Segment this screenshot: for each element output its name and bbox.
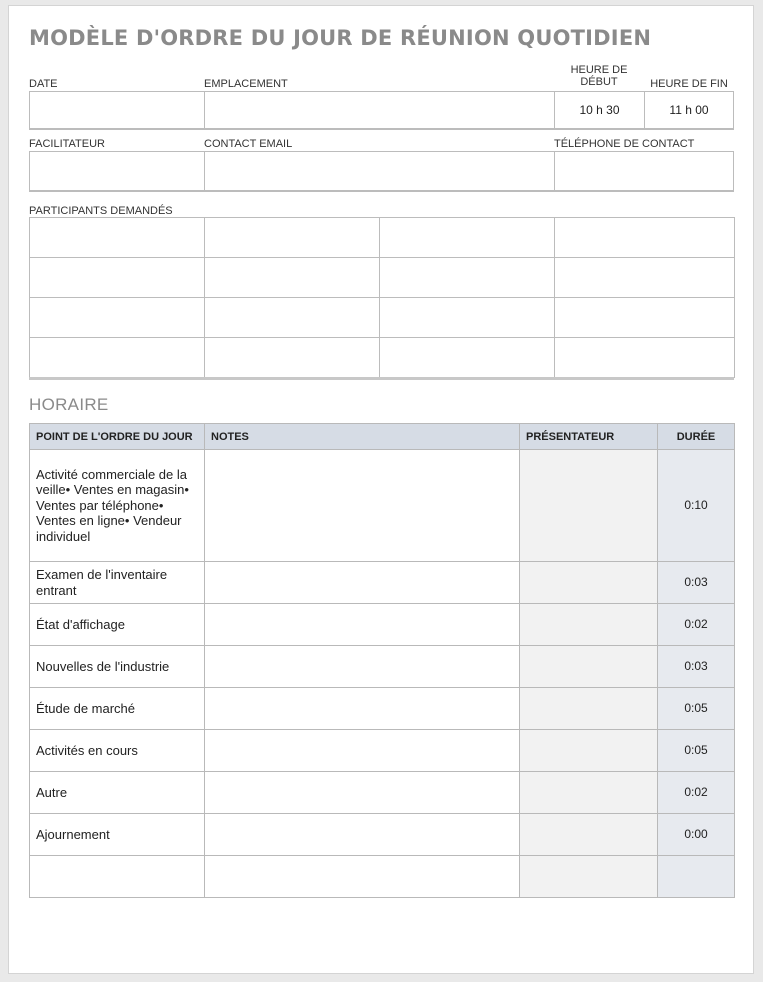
- phone-label: TÉLÉPHONE DE CONTACT: [554, 138, 695, 150]
- schedule-row: [30, 562, 735, 604]
- duration-header: DURÉE: [658, 424, 735, 450]
- notes-cell[interactable]: [205, 688, 520, 730]
- participant-cell[interactable]: [205, 338, 380, 378]
- schedule-row: [30, 772, 735, 814]
- schedule-row: [30, 730, 735, 772]
- participant-cell[interactable]: [205, 218, 380, 258]
- presenter-header: PRÉSENTATEUR: [520, 424, 658, 450]
- duration-cell[interactable]: 0:03: [658, 562, 735, 604]
- participant-cell[interactable]: [205, 258, 380, 298]
- participant-cell[interactable]: [380, 338, 555, 378]
- duration-cell[interactable]: [658, 856, 735, 898]
- agenda-item-cell[interactable]: Examen de l'inventaire entrant: [30, 562, 205, 604]
- participants-label: PARTICIPANTS DEMANDÉS: [29, 205, 173, 217]
- presenter-cell[interactable]: [520, 604, 658, 646]
- presenter-cell[interactable]: [520, 646, 658, 688]
- duration-cell[interactable]: 0:02: [658, 772, 735, 814]
- participant-cell[interactable]: [30, 298, 205, 338]
- duration-cell[interactable]: 0:02: [658, 604, 735, 646]
- participant-cell[interactable]: [555, 298, 735, 338]
- agenda-item-cell[interactable]: Activité commerciale de la veille• Ventes en magasin• Ventes par téléphone• Ventes en ligne• Vendeur individuel: [30, 450, 205, 562]
- location-label: EMPLACEMENT: [204, 78, 288, 90]
- start-time-field[interactable]: 10 h 30: [554, 91, 645, 130]
- presenter-cell[interactable]: [520, 730, 658, 772]
- location-field[interactable]: [204, 91, 555, 130]
- participants-divider: [29, 377, 734, 380]
- participant-cell[interactable]: [555, 258, 735, 298]
- date-field[interactable]: [29, 91, 205, 130]
- participant-cell[interactable]: [205, 298, 380, 338]
- notes-cell[interactable]: [205, 604, 520, 646]
- agenda-item-cell[interactable]: Nouvelles de l'industrie: [30, 646, 205, 688]
- schedule-heading: HORAIRE: [29, 395, 109, 414]
- duration-cell[interactable]: 0:00: [658, 814, 735, 856]
- schedule-header-row: [30, 424, 735, 450]
- schedule-table: [29, 423, 735, 898]
- email-label: CONTACT EMAIL: [204, 138, 293, 150]
- agenda-item-cell[interactable]: Autre: [30, 772, 205, 814]
- presenter-cell[interactable]: [520, 856, 658, 898]
- participant-cell[interactable]: [555, 218, 735, 258]
- notes-cell[interactable]: [205, 856, 520, 898]
- page-title: MODÈLE D'ORDRE DU JOUR DE RÉUNION QUOTIDIEN: [29, 26, 652, 50]
- duration-cell[interactable]: 0:05: [658, 730, 735, 772]
- notes-cell[interactable]: [205, 450, 520, 562]
- notes-cell[interactable]: [205, 730, 520, 772]
- participant-cell[interactable]: [380, 258, 555, 298]
- participants-row: [30, 218, 735, 258]
- participant-cell[interactable]: [380, 298, 555, 338]
- duration-cell[interactable]: 0:10: [658, 450, 735, 562]
- agenda-item-cell[interactable]: Activités en cours: [30, 730, 205, 772]
- presenter-cell[interactable]: [520, 450, 658, 562]
- duration-cell[interactable]: 0:03: [658, 646, 735, 688]
- notes-cell[interactable]: [205, 562, 520, 604]
- agenda-item-cell[interactable]: Étude de marché: [30, 688, 205, 730]
- participants-grid: [29, 217, 735, 378]
- phone-field[interactable]: [554, 151, 734, 192]
- notes-cell[interactable]: [205, 646, 520, 688]
- date-label: DATE: [29, 78, 58, 90]
- agenda-item-cell[interactable]: Ajournement: [30, 814, 205, 856]
- participant-cell[interactable]: [30, 258, 205, 298]
- participant-cell[interactable]: [30, 218, 205, 258]
- start-time-label: HEURE DE DÉBUT: [570, 64, 628, 88]
- participant-cell[interactable]: [30, 338, 205, 378]
- participant-cell[interactable]: [555, 338, 735, 378]
- participant-cell[interactable]: [380, 218, 555, 258]
- notes-cell[interactable]: [205, 814, 520, 856]
- presenter-cell[interactable]: [520, 562, 658, 604]
- end-time-field[interactable]: 11 h 00: [644, 91, 734, 130]
- facilitator-field[interactable]: [29, 151, 205, 192]
- presenter-cell[interactable]: [520, 772, 658, 814]
- notes-cell[interactable]: [205, 772, 520, 814]
- schedule-row: [30, 450, 735, 562]
- agenda-item-header: POINT DE L'ORDRE DU JOUR: [30, 424, 205, 450]
- schedule-row: [30, 646, 735, 688]
- schedule-row: [30, 856, 735, 898]
- agenda-item-cell[interactable]: [30, 856, 205, 898]
- schedule-row: [30, 604, 735, 646]
- participants-row: [30, 258, 735, 298]
- end-time-label: HEURE DE FIN: [650, 78, 728, 90]
- agenda-page: [8, 5, 754, 974]
- email-field[interactable]: [204, 151, 555, 192]
- participants-row: [30, 298, 735, 338]
- notes-header: NOTES: [205, 424, 520, 450]
- duration-cell[interactable]: 0:05: [658, 688, 735, 730]
- schedule-row: [30, 688, 735, 730]
- facilitator-label: FACILITATEUR: [29, 138, 105, 150]
- participants-row: [30, 338, 735, 378]
- presenter-cell[interactable]: [520, 688, 658, 730]
- schedule-row: [30, 814, 735, 856]
- presenter-cell[interactable]: [520, 814, 658, 856]
- agenda-item-cell[interactable]: État d'affichage: [30, 604, 205, 646]
